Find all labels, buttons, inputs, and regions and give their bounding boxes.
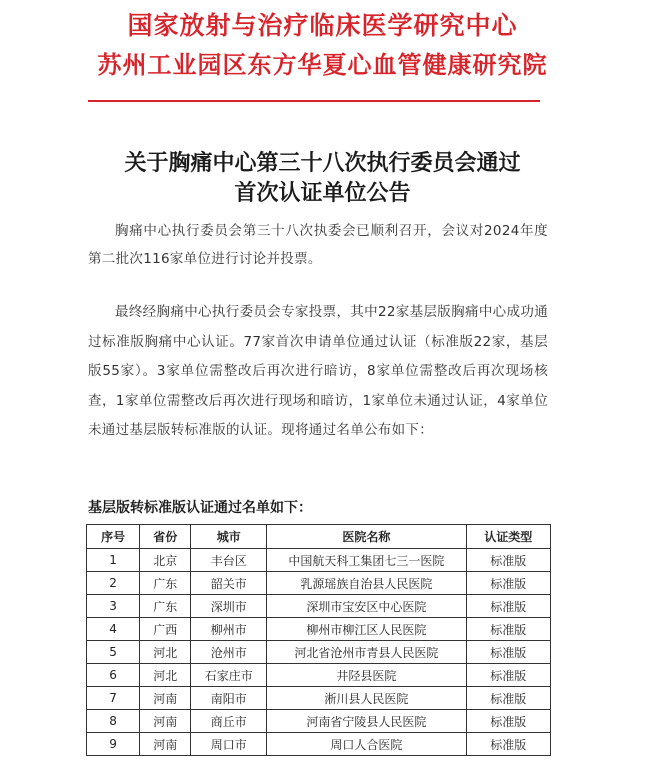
cell-province: 河南 [140, 733, 191, 756]
cell-province: 河北 [140, 641, 191, 664]
table-row [87, 549, 551, 572]
col-header-cert-type: 认证类型 [466, 525, 551, 549]
cell-index: 7 [87, 687, 140, 710]
institution-name-1: 国家放射与治疗临床医学研究中心 [127, 11, 518, 40]
cell-city: 柳州市 [191, 618, 267, 641]
table-row [87, 641, 551, 664]
cell-cert-type: 标准版 [466, 595, 551, 618]
col-header-index: 序号 [87, 525, 140, 549]
cell-city: 沧州市 [191, 641, 267, 664]
table-row [87, 664, 551, 687]
cell-hospital: 河北省沧州市青县人民医院 [267, 641, 466, 664]
cell-province: 广东 [140, 595, 191, 618]
table-row [87, 687, 551, 710]
cell-province: 北京 [140, 549, 191, 572]
cell-cert-type: 标准版 [466, 641, 551, 664]
institution-name-2: 苏州工业园区东方华夏心血管健康研究院 [97, 50, 548, 79]
document-title-line2: 首次认证单位公告 [234, 181, 411, 206]
cell-cert-type: 标准版 [466, 687, 551, 710]
cell-city: 石家庄市 [191, 664, 267, 687]
cell-province: 广西 [140, 618, 191, 641]
cell-city: 深圳市 [191, 595, 267, 618]
cell-province: 河南 [140, 710, 191, 733]
cell-cert-type: 标准版 [466, 710, 551, 733]
body-paragraph-2: 最终经胸痛中心执行委员会专家投票，其中22家基层版胸痛中心成功通过标准版胸痛中心认证。77家首次申请单位通过认证（标准版22家，基层版55家）。3家单位需整改后再次进行暗访，8家单位需整改后再次现场核查，1家单位需整改后再次进行现场和暗访，1家单位未通过认证，4家单位未通过基层版转标准版的认证。现将通过名单公布如下： [88, 304, 548, 438]
table-row [87, 572, 551, 595]
cell-hospital: 柳州市柳江区人民医院 [267, 618, 466, 641]
cell-hospital: 井陉县医院 [267, 664, 466, 687]
col-header-city: 城市 [191, 525, 267, 549]
cell-index: 3 [87, 595, 140, 618]
cell-city: 韶关市 [191, 572, 267, 595]
table-row [87, 710, 551, 733]
document-title-line1: 关于胸痛中心第三十八次执行委员会通过 [124, 151, 521, 176]
cell-index: 1 [87, 549, 140, 572]
cell-index: 9 [87, 733, 140, 756]
cell-index: 8 [87, 710, 140, 733]
col-header-hospital: 医院名称 [267, 525, 466, 549]
header-divider [88, 100, 540, 102]
cell-city: 丰台区 [191, 549, 267, 572]
cell-province: 广东 [140, 572, 191, 595]
cell-index: 5 [87, 641, 140, 664]
cell-province: 河南 [140, 687, 191, 710]
table-heading: 基层版转标准版认证通过名单如下： [88, 500, 312, 516]
cell-index: 2 [87, 572, 140, 595]
approved-units-table [86, 524, 551, 756]
table-header-row [87, 525, 551, 549]
cell-index: 4 [87, 618, 140, 641]
cell-hospital: 淅川县人民医院 [267, 687, 466, 710]
cell-cert-type: 标准版 [466, 572, 551, 595]
cell-hospital: 中国航天科工集团七三一医院 [267, 549, 466, 572]
cell-city: 商丘市 [191, 710, 267, 733]
cell-city: 周口市 [191, 733, 267, 756]
cell-hospital: 河南省宁陵县人民医院 [267, 710, 466, 733]
body-paragraph-1: 胸痛中心执行委员会第三十八次执委会已顺利召开，会议对2024年度第二批次116家单位进行讨论并投票。 [88, 223, 548, 267]
cell-city: 南阳市 [191, 687, 267, 710]
cell-hospital: 深圳市宝安区中心医院 [267, 595, 466, 618]
cell-index: 6 [87, 664, 140, 687]
cell-cert-type: 标准版 [466, 733, 551, 756]
cell-province: 河北 [140, 664, 191, 687]
cell-cert-type: 标准版 [466, 549, 551, 572]
table-row [87, 595, 551, 618]
cell-cert-type: 标准版 [466, 618, 551, 641]
col-header-province: 省份 [140, 525, 191, 549]
cell-hospital: 周口人合医院 [267, 733, 466, 756]
cell-hospital: 乳源瑶族自治县人民医院 [267, 572, 466, 595]
table-row [87, 618, 551, 641]
table-row [87, 733, 551, 756]
cell-cert-type: 标准版 [466, 664, 551, 687]
